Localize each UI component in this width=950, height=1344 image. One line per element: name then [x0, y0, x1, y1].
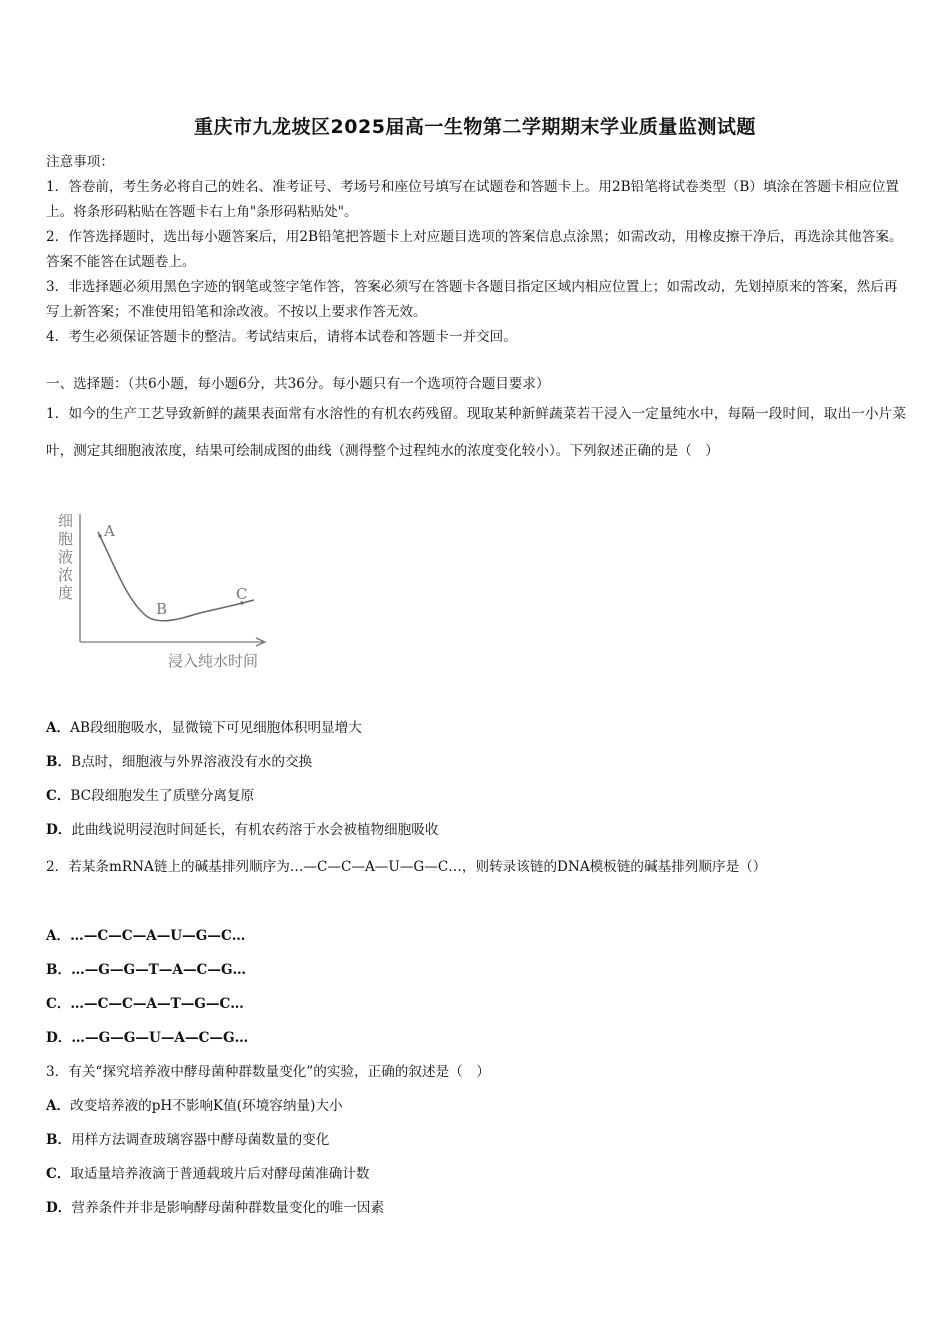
concentration-curve-figure [46, 508, 286, 678]
q2-option-b-label: B． [46, 962, 72, 978]
q2-option-a-label: A． [46, 928, 71, 944]
q3-option-d[interactable] [46, 1197, 906, 1219]
notice-item-3: 3．非选择题必须用黑色字迹的钢笔或签字笔作答，答案必须写在答题卡各题目指定区域内相应位置上；如需改动，先划掉原来的答案，然后再写上新答案；不准使用铅笔和涂改液。不按以上要求作答无效。 [46, 279, 898, 320]
notice-item-1: 1．答卷前，考生务必将自己的姓名、准考证号、考场号和座位号填写在试题卷和答题卡上。用2B铅笔将试卷类型（B）填涂在答题卡相应位置上。将条形码粘贴在答题卡右上角"条形码粘贴处"。 [46, 179, 899, 220]
page-title: 重庆市九龙坡区2025届高一生物第二学期期末学业质量监测试题 [194, 116, 756, 138]
point-a-label: A [104, 522, 115, 540]
q3-option-b[interactable] [46, 1129, 906, 1151]
q2-option-c-label: C． [46, 996, 71, 1012]
point-a-dot [98, 534, 101, 537]
q1-option-b-label: B． [46, 754, 72, 770]
notice-block [46, 150, 906, 350]
question-3-stem: 3．有关“探究培养液中酵母菌种群数量变化”的实验，正确的叙述是（ ） [46, 1064, 490, 1080]
q2-option-d-text: …—G—G—U—A—C—G… [71, 1030, 249, 1046]
q3-option-c[interactable] [46, 1163, 906, 1185]
q1-option-b[interactable] [46, 751, 906, 773]
q1-option-d-text: 此曲线说明浸泡时间延长，有机农药溶于水会被植物细胞吸收 [71, 822, 439, 838]
q2-option-c[interactable] [46, 993, 906, 1015]
question-2-stem: 2．若某条mRNA链上的碱基排列顺序为…—C—C—A—U—G—C…，则转录该链的DNA模板链的碱基排列顺序是（） [46, 859, 767, 875]
q3-option-d-text: 营养条件并非是影响酵母菌种群数量变化的唯一因素 [71, 1200, 385, 1216]
concentration-curve [98, 532, 254, 621]
q3-option-a[interactable] [46, 1095, 906, 1117]
q3-option-b-label: B． [46, 1132, 72, 1148]
question-1-stem: 1．如今的生产工艺导致新鲜的蔬果表面常有水溶性的有机农药残留。现取某种新鲜蔬菜若干浸入一定量纯水中，每隔一段时间，取出一小片菜叶，测定其细胞液浓度，结果可绘制成图的曲线（测得整个过程纯水的浓度变化较小）。下列叙述正确的是（ ） [46, 406, 906, 459]
q1-option-d-label: D． [46, 822, 72, 838]
q2-option-a-text: …—C—C—A—U—G—C… [70, 928, 246, 944]
section-heading: 一、选择题：（共6小题，每小题6分，共36分。每小题只有一个选项符合题目要求） [46, 376, 550, 392]
q1-option-a-label: A． [46, 720, 71, 736]
q3-option-a-text: 改变培养液的pH不影响K值(环境容纳量)大小 [70, 1098, 343, 1114]
q1-option-c-label: C． [46, 788, 71, 804]
q2-option-c-text: …—C—C—A—T—G—C… [70, 996, 244, 1012]
q1-option-a[interactable] [46, 717, 906, 739]
point-b-label: B [156, 600, 168, 618]
q3-option-a-label: A． [46, 1098, 71, 1114]
notice-item-2: 2．作答选择题时，选出每小题答案后，用2B铅笔把答题卡上对应题目选项的答案信息点涂黑；如需改动，用橡皮擦干净后，再选涂其他答案。答案不能答在试题卷上。 [46, 229, 903, 270]
q2-option-b-text: …—G—G—T—A—C—G… [71, 962, 247, 978]
q2-option-d-label: D． [46, 1030, 72, 1046]
q2-option-a[interactable] [46, 925, 906, 947]
x-axis-label: 浸入纯水时间 [168, 652, 259, 670]
notice-heading: 注意事项： [46, 154, 114, 170]
q3-option-b-text: 用样方法调查玻璃容器中酵母菌数量的变化 [71, 1132, 330, 1148]
notice-item-4: 4．考生必须保证答题卡的整洁。考试结束后，请将本试卷和答题卡一并交回。 [46, 329, 517, 345]
q1-option-d[interactable] [46, 819, 906, 841]
q1-option-c-text: BC段细胞发生了质壁分离复原 [70, 788, 255, 804]
point-c-label: C [236, 585, 248, 603]
q1-option-c[interactable] [46, 785, 906, 807]
q2-option-b[interactable] [46, 959, 906, 981]
q3-option-c-text: 取适量培养液滴于普通载玻片后对酵母菌准确计数 [70, 1166, 370, 1182]
q3-option-d-label: D． [46, 1200, 72, 1216]
q2-option-d[interactable] [46, 1027, 906, 1049]
q1-option-b-text: B点时，细胞液与外界溶液没有水的交换 [71, 754, 313, 770]
q3-option-c-label: C． [46, 1166, 71, 1182]
y-axis-label: 细 胞 液 浓 度 [58, 512, 74, 602]
q1-option-a-text: AB段细胞吸水，显微镜下可见细胞体积明显增大 [70, 720, 362, 736]
